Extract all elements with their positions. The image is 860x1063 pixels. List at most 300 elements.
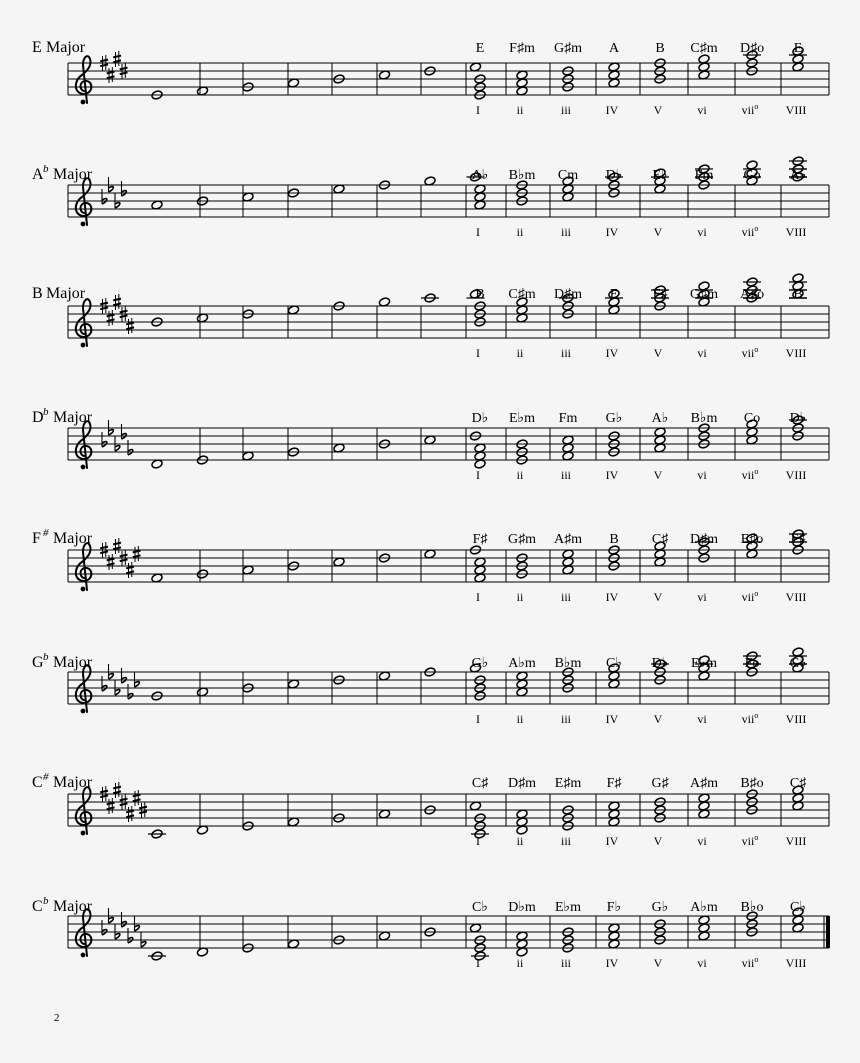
chord-acc: ♭ [660, 168, 668, 183]
key-signature [102, 908, 146, 947]
roman-base: ii [516, 956, 524, 970]
chord-acc: ♭ [799, 900, 806, 915]
chord-symbol [790, 776, 807, 791]
chord-symbol [790, 411, 807, 426]
roman-base: VIII [785, 468, 807, 482]
chord-suffix: m [570, 656, 582, 671]
key-label [32, 771, 93, 791]
chord-symbol [610, 287, 619, 302]
chord-acc: ♭ [799, 411, 807, 426]
chord-acc: ♯ [661, 776, 669, 791]
chord-suffix: m [570, 776, 582, 791]
chord-root: A [553, 532, 565, 547]
chord-suffix: m [706, 656, 718, 671]
roman-numeral [606, 956, 619, 970]
roman-base: vii [741, 225, 755, 239]
chord-suffix: o [753, 411, 761, 426]
roman-numeral [697, 834, 707, 848]
triad-chord [608, 62, 620, 88]
chord-acc: ♯ [661, 532, 669, 547]
diminished-symbol: o [754, 224, 759, 233]
chord-acc: ♭ [563, 656, 571, 671]
flat-symbol [102, 189, 107, 204]
chord-suffix: o [752, 656, 760, 671]
staff-system [32, 273, 829, 360]
sharp-symbol [113, 294, 121, 310]
roman-base: ii [516, 712, 524, 726]
chord-symbol [472, 411, 489, 426]
chord-symbol [509, 168, 536, 183]
key-word: Major [53, 898, 93, 915]
chord-symbol [472, 656, 489, 671]
chord-acc: ♯ [700, 287, 708, 302]
chord-acc: ♭ [699, 411, 707, 426]
roman-numeral [561, 346, 572, 360]
flat-symbol [102, 676, 107, 691]
roman-base: V [653, 346, 663, 360]
chord-acc: ♯ [750, 41, 758, 56]
roman-base: IV [605, 712, 619, 726]
roman-base: I [476, 712, 480, 726]
chord-symbol [793, 287, 802, 302]
roman-base: vi [697, 225, 707, 239]
chord-acc: ♭ [615, 411, 623, 426]
chord-root: E [554, 900, 564, 915]
staff-system [32, 771, 829, 848]
chord-acc: ♭ [799, 168, 807, 183]
chord-symbol [652, 656, 669, 671]
diminished-symbol: o [754, 833, 759, 842]
chord-acc: ♭ [661, 411, 669, 426]
chord-root: A [608, 41, 620, 56]
triad-chord [516, 671, 528, 697]
chord-symbol [475, 287, 484, 302]
roman-base: iii [560, 590, 572, 604]
diminished-symbol: o [754, 589, 759, 598]
chord-root: A [789, 168, 800, 183]
key-letter: C [32, 774, 43, 791]
chord-symbol [690, 287, 718, 302]
chord-root: C [743, 411, 754, 426]
roman-numeral [476, 468, 480, 482]
roman-base: IV [605, 834, 619, 848]
chord-suffix: m [570, 900, 582, 915]
chord-symbol [745, 656, 760, 671]
chord-root: E [740, 532, 750, 547]
chord-root: G [553, 41, 565, 56]
chord-acc: ♯ [799, 776, 807, 791]
chord-symbol [555, 776, 582, 791]
chord-acc: ♯ [700, 776, 708, 791]
roman-numeral [476, 225, 480, 239]
roman-numeral [476, 346, 480, 360]
chord-root: C [690, 41, 700, 56]
page-number: 2 [54, 1012, 60, 1024]
roman-numeral [561, 468, 572, 482]
roman-base: ii [516, 590, 524, 604]
chord-symbol [690, 900, 718, 915]
chord-root: D [508, 900, 519, 915]
chord-root: E [508, 411, 518, 426]
roman-base: I [476, 468, 480, 482]
chord-symbol [559, 411, 578, 426]
roman-base: ii [516, 834, 524, 848]
chord-root: E [475, 41, 485, 56]
chord-acc: ♯ [480, 532, 488, 547]
chord-root: D [471, 411, 482, 426]
key-letter: A [32, 166, 44, 183]
chord-suffix: o [757, 41, 765, 56]
chord-acc: ♭ [700, 900, 707, 915]
diminished-symbol: o [754, 345, 759, 354]
triad-chord [608, 923, 620, 949]
chord-acc: ♯ [699, 41, 707, 56]
roman-numeral [606, 834, 619, 848]
roman-base: iii [560, 468, 572, 482]
key-signature [100, 51, 127, 83]
roman-numeral [606, 590, 619, 604]
roman-numeral [654, 346, 663, 360]
chord-root: F [558, 411, 567, 426]
chord-root: C [471, 776, 482, 791]
chord-root: A [689, 776, 701, 791]
roman-numeral [697, 346, 707, 360]
roman-base: V [653, 103, 663, 117]
flat-symbol [122, 424, 127, 439]
roman-base: vi [697, 468, 707, 482]
roman-numeral [786, 834, 807, 848]
chord-root: E [609, 287, 619, 302]
roman-numeral [561, 834, 572, 848]
roman-base: vi [697, 590, 707, 604]
chord-symbol [741, 532, 764, 547]
roman-numeral [606, 712, 619, 726]
sharp-symbol [107, 554, 115, 570]
chord-acc: ♭ [661, 900, 669, 915]
staff-system [32, 647, 829, 726]
chord-acc: ♭ [481, 900, 488, 915]
chord-root: C [472, 900, 482, 915]
chord-symbol [794, 41, 803, 56]
chord-suffix: o [756, 776, 764, 791]
roman-base: iii [560, 225, 572, 239]
chord-suffix: m [525, 776, 537, 791]
chord-root: G [471, 656, 482, 671]
roman-numeral [786, 468, 807, 482]
key-letter: C [32, 898, 43, 915]
roman-base: vi [697, 346, 707, 360]
chord-symbol [743, 168, 760, 183]
chord-suffix: m [524, 287, 536, 302]
roman-numeral [561, 103, 572, 117]
chord-acc: ♭ [518, 656, 525, 671]
triad-chord [474, 443, 486, 469]
chord-acc: ♭ [517, 168, 525, 183]
roman-numeral [742, 711, 759, 726]
chord-symbol [690, 41, 717, 56]
chord-root: B [655, 41, 665, 56]
chord-suffix: o [756, 532, 764, 547]
chord-acc: ♭ [481, 656, 489, 671]
roman-numeral [654, 590, 663, 604]
chord-symbol [690, 776, 718, 791]
chord-symbol [690, 532, 718, 547]
chord-symbol [655, 41, 664, 56]
staff-system [32, 895, 830, 970]
chord-root: A [690, 900, 701, 915]
roman-base: ii [516, 225, 524, 239]
chord-root: F [606, 900, 615, 915]
key-signature [102, 664, 139, 699]
final-barline-thick [826, 916, 830, 948]
chord-symbol [652, 900, 669, 915]
chord-suffix: o [753, 168, 761, 183]
roman-numeral [786, 103, 807, 117]
triad-chord [654, 427, 666, 453]
chord-acc: ♭ [481, 168, 489, 183]
chord-root: B [690, 411, 700, 426]
roman-numeral [561, 956, 572, 970]
sharp-symbol [133, 790, 141, 806]
diminished-symbol: o [754, 711, 759, 720]
chord-suffix: m [707, 532, 719, 547]
flat-symbol [128, 684, 133, 699]
sharp-symbol [126, 318, 134, 334]
chord-root: A [471, 168, 482, 183]
roman-base: VIII [785, 956, 807, 970]
chord-acc: ♭ [481, 411, 489, 426]
key-word: Major [53, 774, 93, 791]
roman-numeral [654, 956, 663, 970]
roman-base: VIII [785, 103, 807, 117]
chord-root: D [789, 411, 800, 426]
chord-acc: ♭ [517, 411, 525, 426]
chord-symbol [554, 287, 582, 302]
roman-base: I [476, 834, 480, 848]
key-word: Major [53, 530, 93, 547]
flat-symbol [122, 181, 127, 196]
roman-numeral [654, 468, 663, 482]
chord-symbol [472, 776, 489, 791]
key-label [32, 285, 86, 302]
chord-acc: ♯ [749, 776, 757, 791]
key-letter: D [32, 409, 44, 426]
chord-suffix: m [566, 411, 578, 426]
roman-base: vii [741, 956, 755, 970]
chord-acc: ♯ [660, 287, 668, 302]
chord-acc: ♭ [615, 656, 622, 671]
roman-numeral [476, 590, 480, 604]
key-letter: B [32, 285, 43, 302]
roman-numeral [476, 956, 480, 970]
chord-root: D [553, 287, 565, 302]
roman-base: ii [516, 468, 524, 482]
key-letter: E [32, 39, 42, 56]
chord-suffix: m [706, 900, 718, 915]
chord-symbol [740, 287, 764, 302]
roman-numeral [786, 956, 807, 970]
roman-numeral [606, 225, 619, 239]
chord-symbol [472, 900, 488, 915]
roman-numeral [742, 345, 759, 360]
roman-numeral [517, 834, 524, 848]
chord-acc: ♯ [516, 41, 524, 56]
chord-acc: ♯ [518, 776, 526, 791]
chord-symbol [609, 41, 620, 56]
chord-root: B [740, 900, 750, 915]
chord-symbol [508, 900, 536, 915]
roman-base: VIII [785, 590, 807, 604]
roman-base: ii [516, 103, 524, 117]
chord-acc: ♯ [564, 532, 572, 547]
chord-acc: ♯ [614, 776, 622, 791]
chord-root: B [508, 168, 518, 183]
chord-acc: ♭ [614, 900, 622, 915]
triad-chord [698, 54, 710, 80]
sharp-symbol [113, 782, 121, 798]
chord-acc: ♯ [750, 287, 758, 302]
chord-suffix: m [524, 168, 536, 183]
flat-symbol [122, 668, 127, 683]
key-label [32, 39, 86, 56]
roman-base: iii [560, 956, 572, 970]
key-signature [102, 420, 133, 455]
chord-symbol [555, 656, 582, 671]
roman-numeral [561, 225, 572, 239]
chord-acc: ♭ [615, 168, 623, 183]
flat-symbol [102, 432, 107, 447]
roman-numeral [476, 103, 480, 117]
chord-symbol [508, 287, 535, 302]
roman-numeral [654, 103, 663, 117]
roman-base: VIII [785, 225, 807, 239]
chord-root: D [651, 656, 662, 671]
roman-base: I [476, 346, 480, 360]
roman-base: vii [741, 103, 755, 117]
chord-symbol [651, 776, 669, 791]
chord-symbol [652, 532, 669, 547]
key-word: Major [53, 166, 93, 183]
chord-root: G [789, 656, 800, 671]
chord-symbol [472, 168, 489, 183]
chord-symbol [652, 168, 667, 183]
roman-numeral [606, 103, 619, 117]
roman-numeral [742, 224, 759, 239]
roman-base: ii [516, 346, 524, 360]
chord-suffix: m [706, 41, 718, 56]
chord-root: G [651, 776, 662, 791]
chord-symbol [558, 168, 578, 183]
chord-root: F [509, 41, 517, 56]
chord-symbol [555, 900, 581, 915]
triad-chord [698, 915, 710, 941]
chord-suffix: m [524, 656, 536, 671]
chord-symbol [744, 411, 760, 426]
roman-numeral [742, 589, 759, 604]
roman-numeral [517, 712, 524, 726]
chord-symbol [740, 41, 764, 56]
chord-root: D [605, 168, 616, 183]
key-word: Major [53, 654, 93, 671]
staff-system [32, 527, 829, 604]
chord-root: B [740, 776, 750, 791]
roman-numeral [742, 833, 759, 848]
chord-root: C [508, 287, 518, 302]
roman-base: vii [741, 346, 755, 360]
sharp-symbol [126, 806, 134, 822]
sharp-symbol [113, 51, 121, 67]
chord-suffix: m [707, 776, 719, 791]
chord-root: F [694, 168, 703, 183]
roman-numeral [606, 468, 619, 482]
triad-chord [474, 557, 486, 583]
triad-chord [698, 793, 710, 819]
roman-base: IV [605, 468, 619, 482]
chord-suffix: m [567, 168, 579, 183]
chord-symbol [741, 900, 764, 915]
roman-base: vi [697, 956, 707, 970]
key-accidental: # [43, 771, 49, 783]
roman-base: V [653, 712, 663, 726]
chord-root: A [739, 287, 751, 302]
chord-root: C [789, 776, 800, 791]
chord-symbol [476, 41, 485, 56]
key-accidental: b [43, 895, 49, 907]
triad-chord [562, 549, 574, 575]
roman-numeral [697, 103, 707, 117]
chord-root: G [689, 287, 701, 302]
chord-acc: ♭ [699, 656, 707, 671]
chord-acc: ♯ [798, 532, 806, 547]
roman-numeral [786, 225, 807, 239]
chord-symbol [554, 532, 582, 547]
chord-acc: ♯ [700, 532, 708, 547]
roman-base: VIII [785, 712, 807, 726]
chord-suffix: m [524, 411, 536, 426]
chord-root: A [651, 411, 662, 426]
chord-suffix: m [571, 41, 583, 56]
chord-symbol [740, 776, 763, 791]
roman-numeral [786, 346, 807, 360]
roman-base: I [476, 225, 480, 239]
roman-base: vii [741, 590, 755, 604]
chord-acc: ♯ [564, 41, 572, 56]
chord-root: G [743, 168, 754, 183]
chord-symbol [509, 41, 535, 56]
roman-base: iii [560, 834, 572, 848]
chord-acc: ♯ [749, 532, 757, 547]
roman-base: vii [741, 468, 755, 482]
chord-root: C [606, 656, 616, 671]
chord-symbol [606, 411, 623, 426]
roman-base: I [476, 590, 480, 604]
roman-base: VIII [785, 834, 807, 848]
chord-suffix: m [707, 287, 719, 302]
staff-system [32, 39, 829, 117]
key-letter: F [32, 530, 41, 547]
roman-base: IV [605, 225, 619, 239]
chord-suffix: m [571, 287, 583, 302]
roman-base: V [653, 834, 663, 848]
roman-numeral [786, 712, 807, 726]
chord-suffix: m [571, 532, 583, 547]
triad-chord [516, 931, 528, 957]
diminished-symbol: o [754, 467, 759, 476]
chord-symbol [607, 900, 621, 915]
chord-root: D [507, 776, 519, 791]
chord-root: E [690, 656, 700, 671]
chord-root: G [651, 900, 662, 915]
